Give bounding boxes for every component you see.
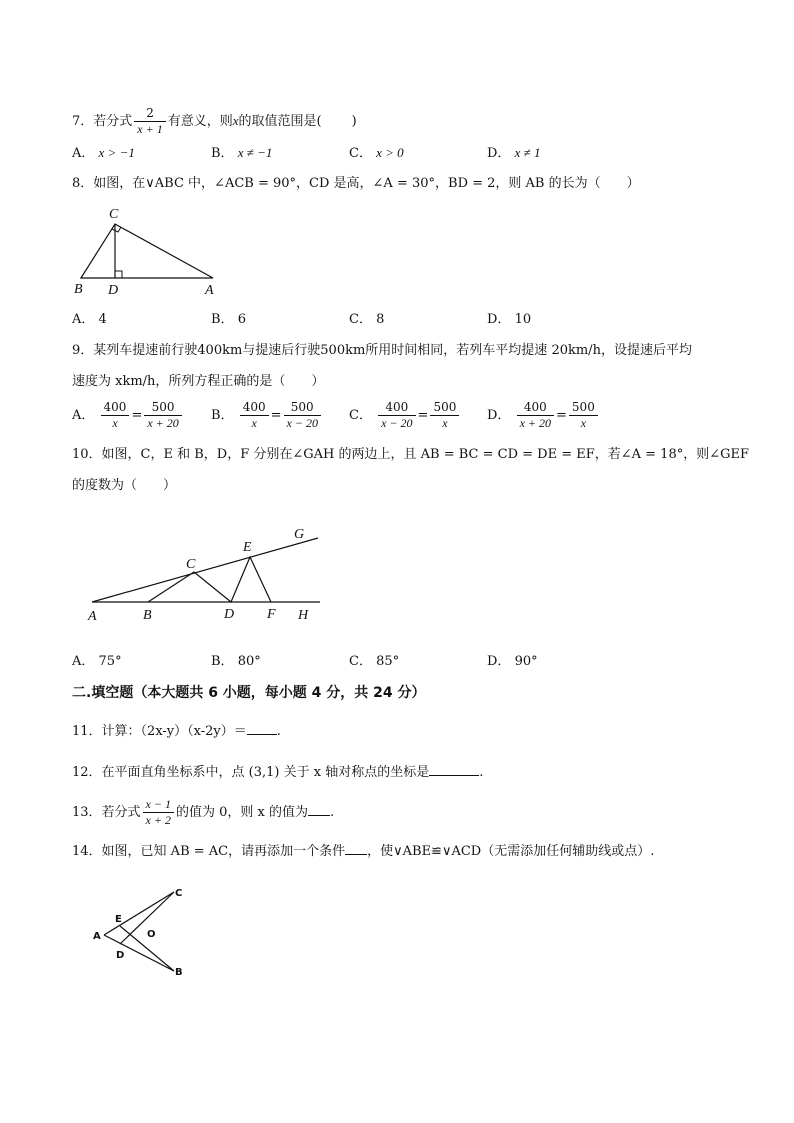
q11-answer-blank[interactable] xyxy=(247,721,277,735)
q10-label-b: B xyxy=(143,608,152,623)
q14-stem: 14．如图，已知 AB = AC，请再添加一个条件 ，使∨ABE≌∨ACD（无需添加任何辅助线或点）. xyxy=(72,841,654,862)
q7-option-a[interactable]: A． x > −1 xyxy=(72,145,135,161)
q8-label-d: D xyxy=(108,283,119,298)
q10-angle-figure xyxy=(82,520,342,630)
q8-label-c: C xyxy=(109,207,119,222)
q9-stem-line2: 速度为 xkm/h，所列方程正确的是（ ） xyxy=(72,374,325,389)
q8-option-d[interactable]: D． 10 xyxy=(487,312,532,327)
q10-stem-line2: 的度数为（ ） xyxy=(72,478,177,493)
q10-label-a: A xyxy=(88,609,97,624)
q7-stem: 7．若分式 $\frac{2}{x + 1}$ 有意义，则x的取值范围是( ) xyxy=(72,106,357,136)
q10-label-g: G xyxy=(294,527,305,542)
q14-label-d: D xyxy=(116,950,125,961)
q14-label-b: B xyxy=(175,967,183,978)
q10-label-h: H xyxy=(298,608,309,623)
q7-option-d[interactable]: D． x ≠ 1 xyxy=(487,145,541,161)
q8-stem: 8．如图，在∨ABC 中，∠ACB = 90°，CD 是高，∠A = 30°，BD = 2，则 AB 的长为（ ） xyxy=(72,176,640,191)
q11-stem: 11．计算：（2x-y）（x-2y）＝ . xyxy=(72,721,281,742)
q13-fraction: $\frac{x - 1}{x + 2}$ xyxy=(143,797,174,828)
q10-option-b[interactable]: B． 80° xyxy=(211,654,261,669)
q7-option-b[interactable]: B． x ≠ −1 xyxy=(211,145,273,161)
q10-label-c: C xyxy=(186,557,196,572)
q12-answer-blank[interactable] xyxy=(429,762,479,776)
q13-answer-blank[interactable] xyxy=(308,802,330,816)
q14-answer-blank[interactable] xyxy=(345,841,367,855)
q8-option-a[interactable]: A． 4 xyxy=(72,312,107,327)
q7-option-c[interactable]: C． x > 0 xyxy=(349,145,404,161)
q14-label-c: C xyxy=(175,888,183,899)
q14-label-a: A xyxy=(93,931,101,942)
q12-stem: 12．在平面直角坐标系中，点 (3,1) 关于 x 轴对称点的坐标是 . xyxy=(72,762,483,783)
q8-label-b: B xyxy=(74,282,83,297)
q14-label-e: E xyxy=(115,914,122,925)
q13-stem: 13．若分式 $\frac{x - 1}{x + 2}$ 的值为 0，则 x 的值为 . xyxy=(72,797,335,827)
q10-stem-line1: 10．如图，C，E 和 B，D，F 分别在∠GAH 的两边上，且 AB = BC = CD = DE = EF，若∠A = 18°，则∠GEF xyxy=(72,447,750,462)
q10-option-c[interactable]: C． 85° xyxy=(349,654,400,669)
q9-option-d[interactable]: D． $\frac{400}{x + 20}$ = $\frac{500}{x}$ xyxy=(487,400,600,431)
q10-label-d: D xyxy=(224,607,235,622)
q10-option-a[interactable]: A． 75° xyxy=(72,654,122,669)
q9-option-b[interactable]: B． $\frac{400}{x}$ = $\frac{500}{x - 20}$ xyxy=(211,400,323,431)
q7-fraction: $\frac{2}{x + 1}$ xyxy=(134,106,165,137)
q8-label-a: A xyxy=(205,283,214,298)
q10-option-d[interactable]: D． 90° xyxy=(487,654,538,669)
q8-option-b[interactable]: B． 6 xyxy=(211,312,246,327)
q9-stem-line1: 9．某列车提速前行驶400km与提速后行驶500km所用时间相同，若列车平均提速 20km/h，设提速后平均 xyxy=(72,343,692,358)
q14-label-o: O xyxy=(147,929,156,940)
q10-label-e: E xyxy=(243,540,252,555)
q10-label-f: F xyxy=(267,607,276,622)
section-fill-in-title: 二.填空题（本大题共 6 小题，每小题 4 分，共 24 分） xyxy=(72,685,426,701)
q8-triangle-figure xyxy=(72,205,222,297)
q7-number: 7． xyxy=(72,114,94,129)
q8-option-c[interactable]: C． 8 xyxy=(349,312,385,327)
q9-option-c[interactable]: C． $\frac{400}{x - 20}$ = $\frac{500}{x}$ xyxy=(349,400,461,431)
q14-figure xyxy=(90,882,200,982)
q9-option-a[interactable]: A． $\frac{400}{x}$ = $\frac{500}{x + 20}$ xyxy=(72,400,184,431)
